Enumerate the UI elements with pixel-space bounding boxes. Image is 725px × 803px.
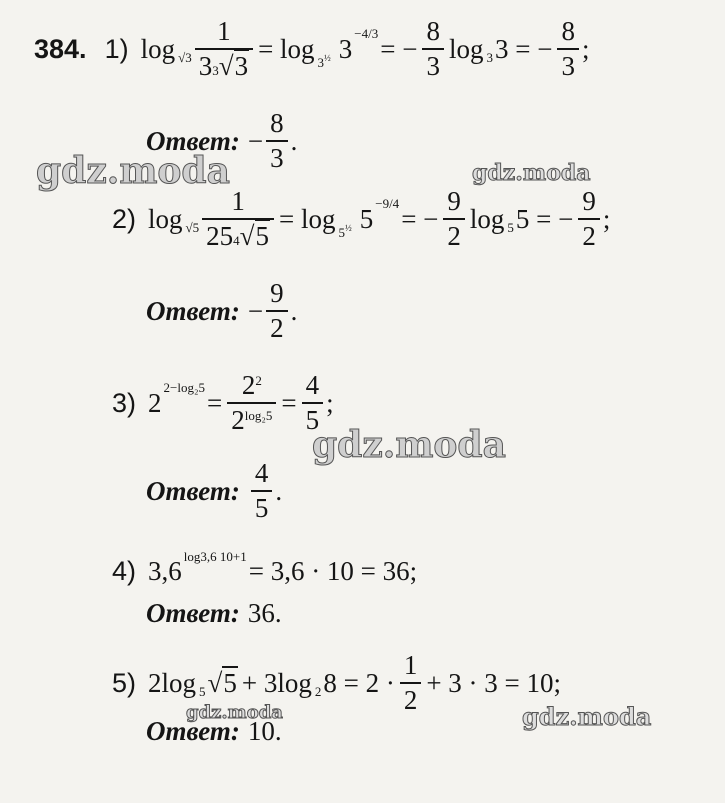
watermark: gdz.moda [36,150,230,192]
answer-label: Ответ: [146,125,240,156]
item-2-equation: 2) log √5 $\frac{1}{254√5}$ = log $5^{\frac{1}{2}}$ 5 −9/4 = − $\frac{9}{2}$ log 5 5 = − $\frac{9}{2}$ ; [112,186,611,251]
item-1-answer: Ответ: − $\frac{8}{3}$ . [146,108,298,173]
problem-number: 384. [34,33,87,64]
item-4-answer: Ответ: 36. [146,598,282,628]
item-4-equation: 4) 3,6 log3,6 10+1 = 3,6 · 10 = 36; [112,548,418,586]
item-3-label: 3) [112,387,137,418]
item-1-fraction: $\frac{1}{33√3}$ [195,18,253,80]
item-2-label: 2) [112,203,137,234]
item-4-label: 4) [112,556,137,586]
item-2-fraction: $\frac{1}{254√5}$ [202,188,274,250]
watermark: gdz.moda [186,702,283,723]
item-5-answer: Ответ: 10. [146,716,282,746]
watermark: gdz.moda [472,160,591,186]
item-3-equation: 3) 2 2−log₂5 = $\frac{2^2}{2^{log_25}}$ = $\frac{4}{5}$ ; [112,370,334,435]
item-3-answer: Ответ: $\frac{4}{5}$ . [146,458,283,523]
watermark: gdz.moda [312,424,506,466]
watermark: gdz.moda [522,702,652,731]
item-2-answer: Ответ: − $\frac{9}{2}$ . [146,278,298,343]
item-5-label: 5) [112,667,137,698]
item-1-equation: 384. 1) log √3 $\frac{1}{33√3}$ = log $3^{\frac{1}{2}}$ 3 −4/3 = − $\frac{8}{3}$ log 3 3 = − $\frac{8}{3}$ ; [34,16,590,81]
item-1-label: 1) [104,33,129,64]
item-5-equation: 5) 2log 5 √5 + 3log 2 8 = 2 · $\frac{1}{2}$ + 3 · 3 = 10; [112,650,562,715]
